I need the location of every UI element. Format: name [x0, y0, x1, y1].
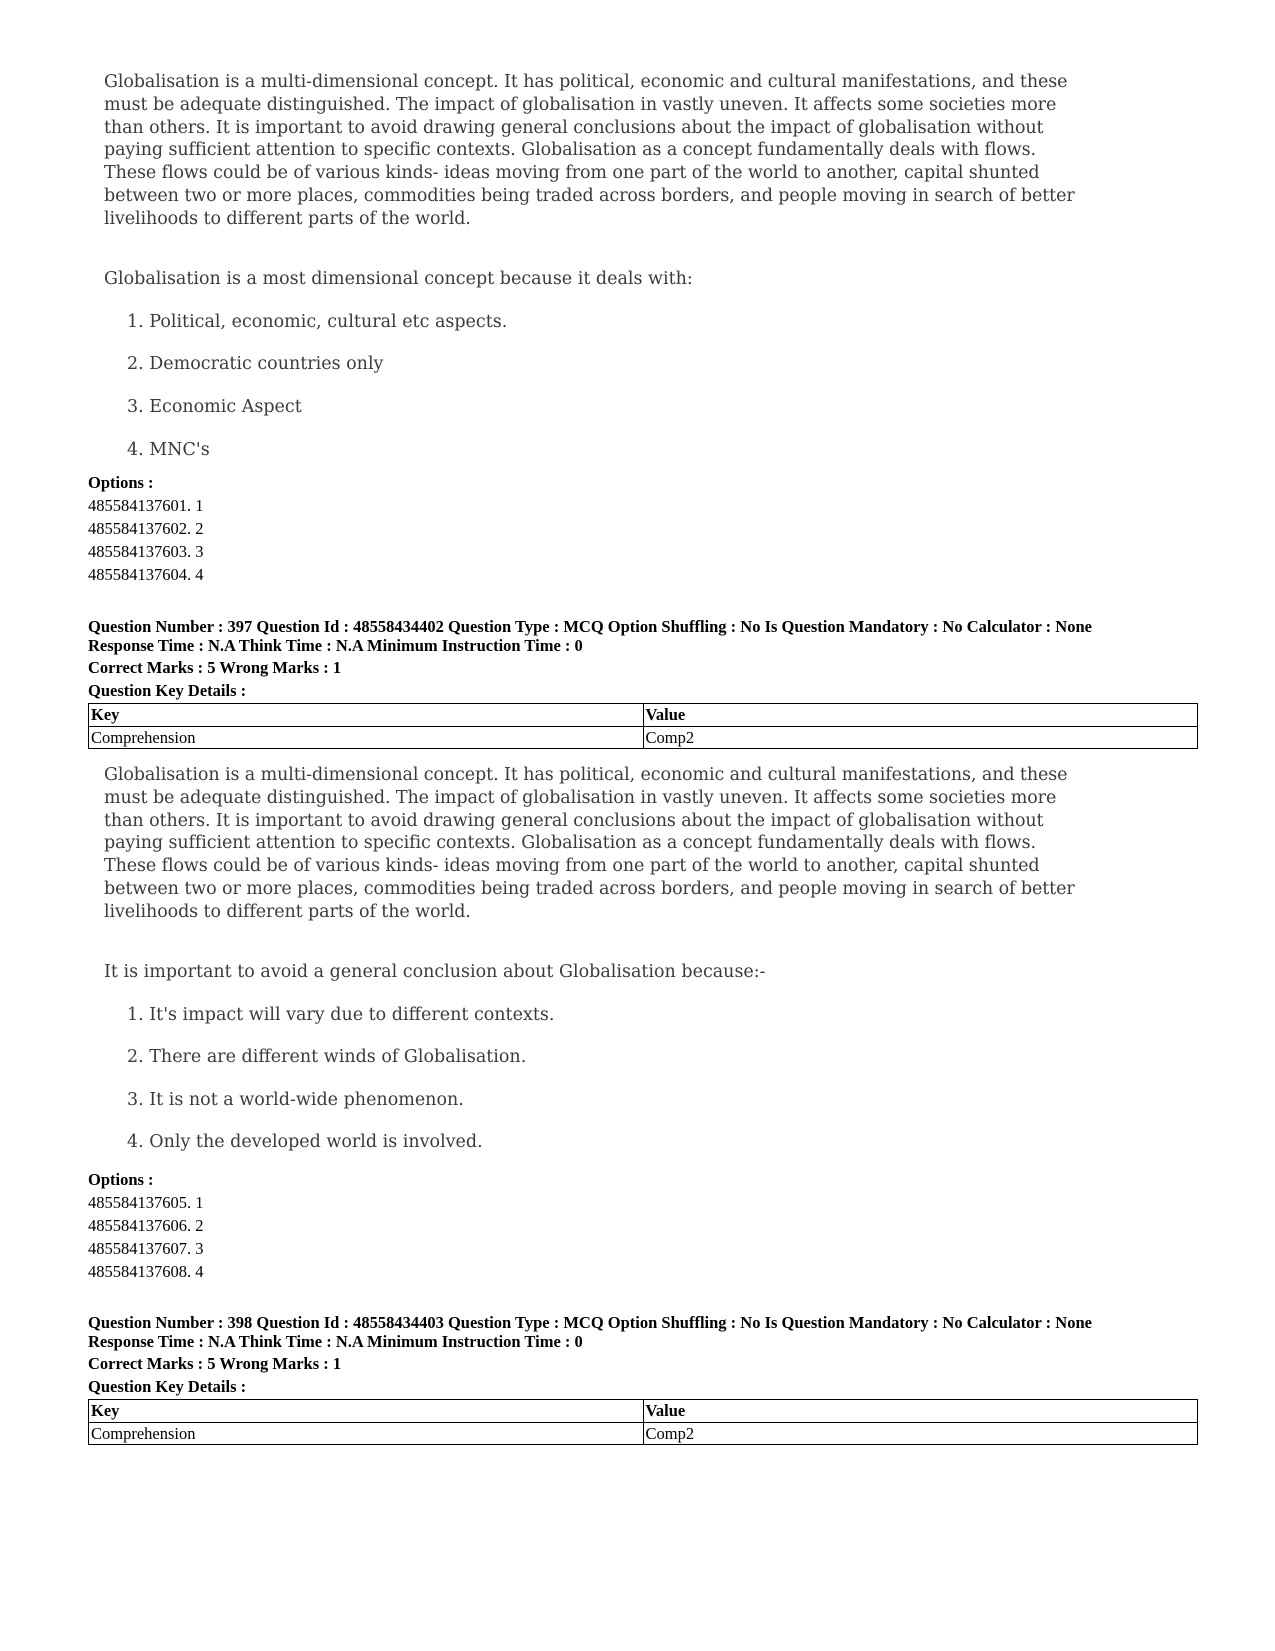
- question-header-line1: Question Number : 397 Question Id : 48558434402 Question Type : MCQ Option Shuffling : No Is Question Mandatory : No Calculator : None: [88, 617, 1092, 636]
- passage-line: Globalisation is a multi-dimensional concept. It has political, economic and cultural manifestations, and these: [104, 765, 1068, 785]
- answer-choice: 1. Political, economic, cultural etc aspects.: [127, 312, 508, 332]
- passage-line: livelihoods to different parts of the world.: [104, 208, 471, 229]
- passage-line: livelihoods to different parts of the world.: [104, 901, 471, 922]
- passage-line: paying sufficient attention to specific contexts. Globalisation as a concept fundamentally deals with flows.: [104, 140, 1036, 161]
- passage-q397: [104, 764, 1075, 924]
- passage-line: than others. It is important to avoid drawing general conclusions about the impact of globalisation without: [104, 810, 1044, 831]
- key-details-table: [88, 703, 1198, 749]
- option-id: 485584137604. 4: [88, 565, 204, 584]
- passage-line: between two or more places, commodities being traded across borders, and people moving in search of better: [104, 878, 1075, 899]
- answer-choice: 4. MNC's: [127, 440, 210, 460]
- options-label: Options :: [88, 1170, 154, 1189]
- table-header-key: Key: [89, 704, 644, 727]
- passage-line: between two or more places, commodities being traded across borders, and people moving in search of better: [104, 185, 1075, 206]
- key-details-label: Question Key Details :: [88, 1377, 247, 1396]
- option-id: 485584137606. 2: [88, 1216, 204, 1235]
- passage-line: than others. It is important to avoid drawing general conclusions about the impact of globalisation without: [104, 117, 1044, 138]
- table-cell-key: Comprehension: [89, 727, 644, 749]
- table-header-row: [89, 1400, 1198, 1423]
- passage-line: must be adequate distinguished. The impact of globalisation in vastly uneven. It affects some societies more: [104, 94, 1057, 115]
- question-stem: Globalisation is a most dimensional concept because it deals with:: [104, 269, 693, 289]
- table-row: [89, 727, 1198, 749]
- question-header: [88, 1313, 1092, 1351]
- table-row: [89, 1423, 1198, 1445]
- key-details-label: Question Key Details :: [88, 681, 247, 700]
- marks-line: Correct Marks : 5 Wrong Marks : 1: [88, 1354, 342, 1373]
- question-header-line2: Response Time : N.A Think Time : N.A Minimum Instruction Time : 0: [88, 636, 583, 655]
- answer-choice: 2. There are different winds of Globalisation.: [127, 1047, 527, 1067]
- answer-choice: 4. Only the developed world is involved.: [127, 1132, 483, 1152]
- passage-line: must be adequate distinguished. The impact of globalisation in vastly uneven. It affects some societies more: [104, 787, 1057, 808]
- answer-choice: 3. Economic Aspect: [127, 397, 302, 417]
- passage-line: paying sufficient attention to specific contexts. Globalisation as a concept fundamentally deals with flows.: [104, 833, 1036, 854]
- table-cell-value: Comp2: [643, 727, 1198, 749]
- passage-line: These flows could be of various kinds- ideas moving from one part of the world to another, capital shunted: [104, 163, 1040, 184]
- passage-block1: [104, 71, 1075, 231]
- marks-line: Correct Marks : 5 Wrong Marks : 1: [88, 658, 342, 677]
- table-header-row: [89, 704, 1198, 727]
- question-stem: It is important to avoid a general conclusion about Globalisation because:-: [104, 962, 766, 982]
- answer-choice: 3. It is not a world-wide phenomenon.: [127, 1090, 464, 1110]
- question-header: [88, 617, 1092, 655]
- answer-choice: 1. It's impact will vary due to different contexts.: [127, 1005, 555, 1025]
- table-cell-key: Comprehension: [89, 1423, 644, 1445]
- passage-line: Globalisation is a multi-dimensional concept. It has political, economic and cultural manifestations, and these: [104, 72, 1068, 92]
- option-id: 485584137608. 4: [88, 1262, 204, 1281]
- option-id: 485584137607. 3: [88, 1239, 204, 1258]
- option-id: 485584137601. 1: [88, 496, 204, 515]
- table-cell-value: Comp2: [643, 1423, 1198, 1445]
- key-details-table: [88, 1399, 1198, 1445]
- option-id: 485584137602. 2: [88, 519, 204, 538]
- table-header-value: Value: [643, 704, 1198, 727]
- option-id: 485584137603. 3: [88, 542, 204, 561]
- question-header-line2: Response Time : N.A Think Time : N.A Minimum Instruction Time : 0: [88, 1332, 583, 1351]
- answer-choice: 2. Democratic countries only: [127, 354, 384, 374]
- question-header-line1: Question Number : 398 Question Id : 48558434403 Question Type : MCQ Option Shuffling : No Is Question Mandatory : No Calculator : None: [88, 1313, 1092, 1332]
- passage-line: These flows could be of various kinds- ideas moving from one part of the world to another, capital shunted: [104, 856, 1040, 877]
- table-header-key: Key: [89, 1400, 644, 1423]
- options-label: Options :: [88, 473, 154, 492]
- option-id: 485584137605. 1: [88, 1193, 204, 1212]
- table-header-value: Value: [643, 1400, 1198, 1423]
